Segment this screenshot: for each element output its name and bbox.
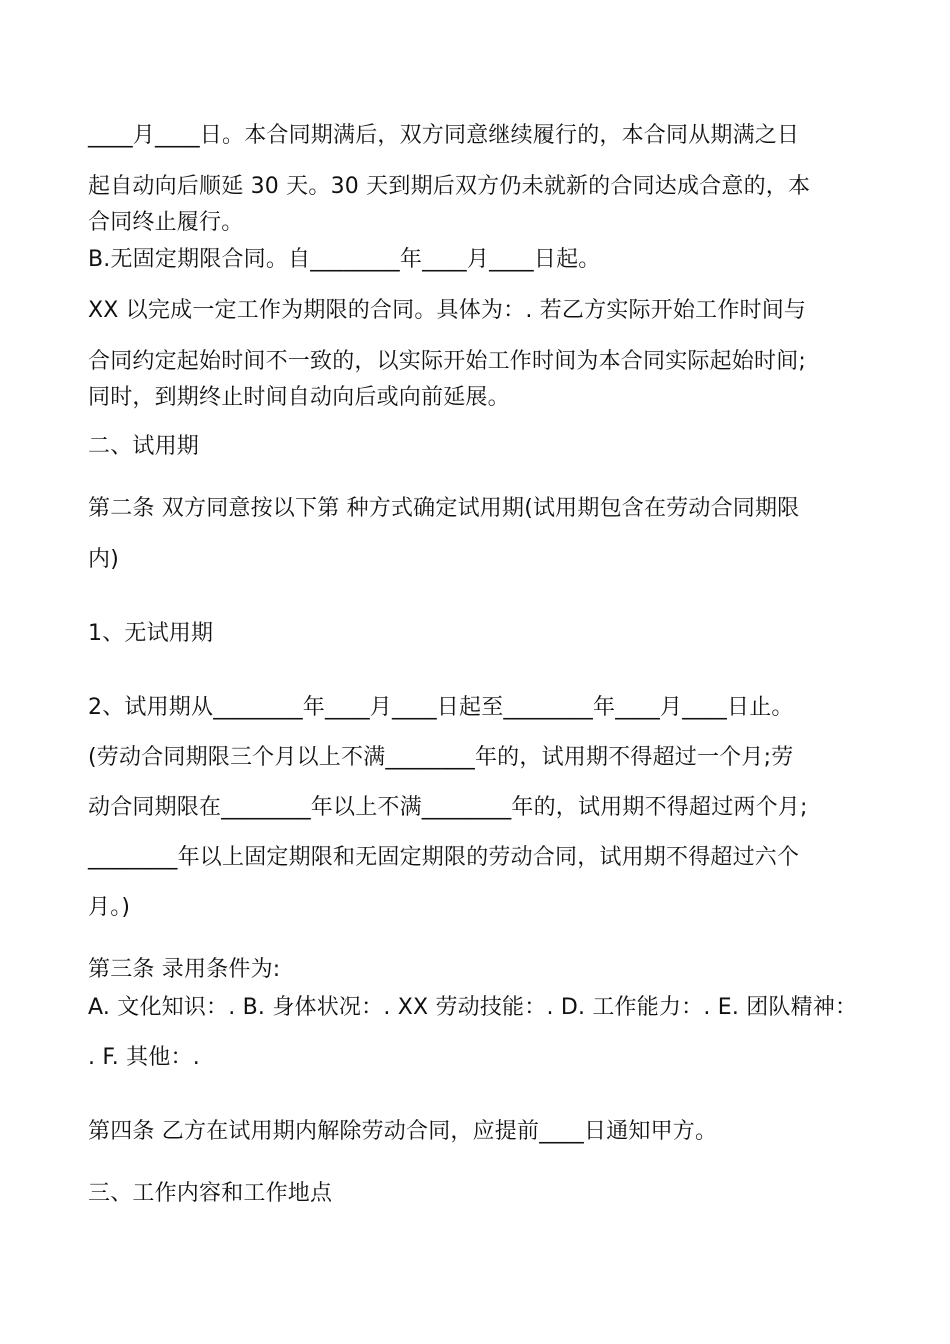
hiring-conditions-continued: . F. 其他：. [88,1045,200,1070]
article-three: 第三条 录用条件为: [88,957,281,982]
contract-text-line: 同时，到期终止时间自动向后或向前延展。 [88,385,510,410]
hiring-conditions: A. 文化知识：. B. 身体状况：. XX 劳动技能：. D. 工作能力：. E. 团队精神： [88,995,858,1020]
probation-note-line: 动合同期限在________年以上不满________年的，试用期不得超过两个月; [88,795,808,820]
section-heading-work: 三、工作内容和工作地点 [88,1181,333,1206]
probation-note-line: (劳动合同期限三个月以上不满________年的，试用期不得超过一个月;劳 [88,745,794,770]
article-four: 第四条 乙方在试用期内解除劳动合同，应提前____日通知甲方。 [88,1119,718,1144]
contract-text-line: XX 以完成一定工作为期限的合同。具体为：. 若乙方实际开始工作时间与 [88,298,807,323]
contract-option-b: B.无固定期限合同。自________年____月____日起。 [88,247,601,272]
probation-option-1: 1、无试用期 [88,621,214,646]
article-two-continued: 内) [88,547,119,572]
contract-text-line: ____月____日。本合同期满后，双方同意继续履行的，本合同从期满之日 [88,123,800,148]
contract-text-line: 合同终止履行。 [88,210,244,235]
contract-text-line: 起自动向后顺延 30 天。30 天到期后双方仍未就新的合同达成合意的，本 [88,174,811,199]
probation-note-line: 月。) [88,895,131,920]
contract-text-line: 合同约定起始时间不一致的，以实际开始工作时间为本合同实际起始时间; [88,349,807,374]
section-heading-probation: 二、试用期 [88,434,200,459]
probation-note-line: ________年以上固定期限和无固定期限的劳动合同，试用期不得超过六个 [88,845,800,870]
probation-option-2: 2、试用期从________年____月____日起至________年____月____日止。 [88,695,794,720]
article-two: 第二条 双方同意按以下第 种方式确定试用期(试用期包含在劳动合同期限 [88,496,800,521]
